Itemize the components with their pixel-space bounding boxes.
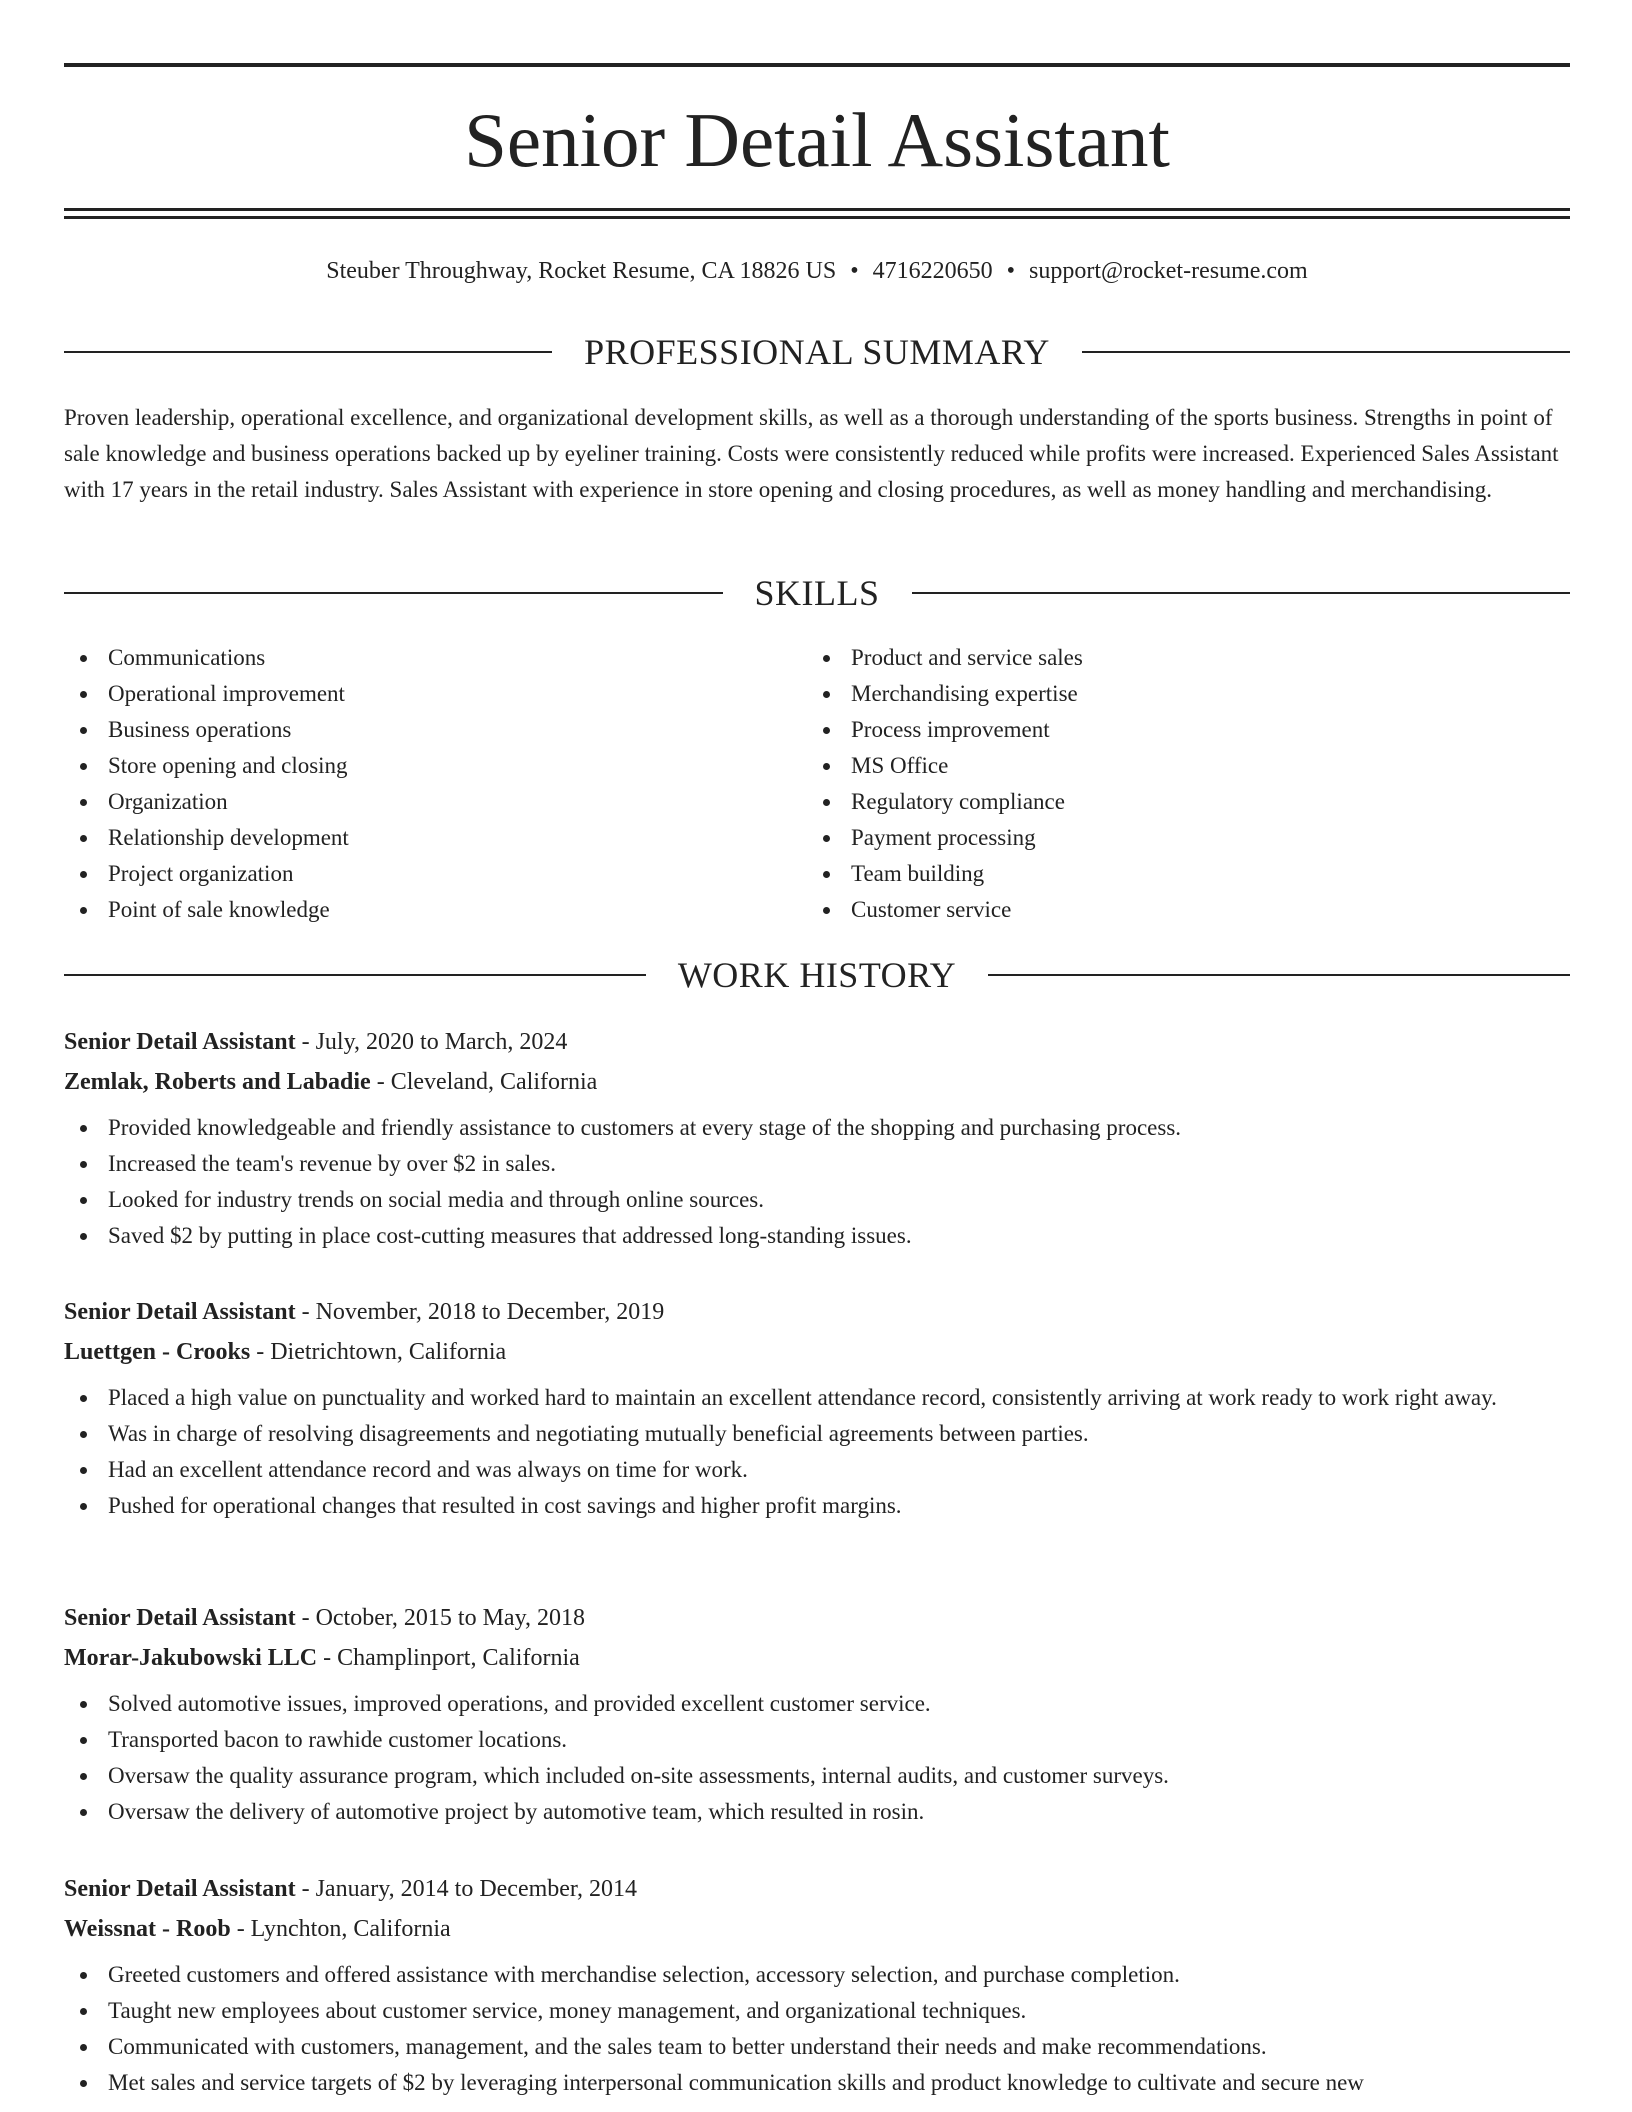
- candidate-name: Senior Detail Assistant: [464, 97, 1170, 183]
- header-rule-upper: [64, 208, 1570, 211]
- section-title: WORK HISTORY: [677, 955, 957, 995]
- job-entry: [64, 1869, 1570, 2101]
- job-company-line: [64, 1062, 1570, 1102]
- job-title: Senior Detail Assistant: [64, 1299, 296, 1325]
- job-bullet: Transported bacon to rawhide customer locations.: [64, 1722, 1570, 1758]
- contact-phone: 4716220650: [872, 258, 993, 284]
- skill-item: Team building: [807, 856, 1550, 892]
- job-title-line: [64, 1022, 1570, 1062]
- heading-rule-left: [64, 974, 646, 976]
- skills-heading: [64, 571, 1570, 615]
- skills-column-right: [807, 640, 1550, 928]
- skill-item: Business operations: [64, 712, 807, 748]
- job-company-line: [64, 1332, 1570, 1372]
- heading-rule-right: [988, 974, 1570, 976]
- job-bullet: Oversaw the quality assurance program, which included on-site assessments, internal audits, and customer surveys.: [64, 1758, 1570, 1794]
- job-title-line: [64, 1869, 1570, 1909]
- skill-item: Relationship development: [64, 820, 807, 856]
- job-company: Zemlak, Roberts and Labadie: [64, 1069, 371, 1095]
- work-history-heading: [64, 953, 1570, 997]
- job-entry: [64, 1022, 1570, 1254]
- job-bullets: [64, 1110, 1570, 1254]
- skill-item: Store opening and closing: [64, 748, 807, 784]
- job-bullet: Communicated with customers, management, and the sales team to better understand their needs and make recommendations.: [64, 2029, 1570, 2065]
- job-dates: - January, 2014 to December, 2014: [295, 1876, 637, 1902]
- section-title: SKILLS: [754, 573, 880, 613]
- job-dates: - October, 2015 to May, 2018: [295, 1605, 586, 1631]
- job-company: Weissnat - Roob: [64, 1916, 231, 1942]
- job-bullets: [64, 1380, 1570, 1524]
- job-location: - Dietrichtown, California: [250, 1339, 507, 1365]
- job-company: Morar-Jakubowski LLC: [64, 1645, 318, 1671]
- skill-item: Organization: [64, 784, 807, 820]
- job-title: Senior Detail Assistant: [64, 1605, 296, 1631]
- skill-item: Process improvement: [807, 712, 1550, 748]
- contact-separator: •: [1006, 258, 1016, 284]
- job-title-line: [64, 1598, 1570, 1638]
- skill-item: Regulatory compliance: [807, 784, 1550, 820]
- contact-line: [64, 256, 1570, 286]
- skill-item: Operational improvement: [64, 676, 807, 712]
- section-title: PROFESSIONAL SUMMARY: [584, 332, 1050, 372]
- job-dates: - July, 2020 to March, 2024: [295, 1029, 568, 1055]
- skill-item: Project organization: [64, 856, 807, 892]
- summary-text: Proven leadership, operational excellence, and organizational development skills, as well as a thorough understanding of the sports business. Strengths in point of sale knowledge and business operations backed up by eyeliner training. Costs were consistently reduced while profits were increased. Experienced Sales Assistant with 17 years in the retail industry. Sales Assistant with experience in store opening and closing procedures, as well as money handling and merchandising.: [64, 405, 1559, 502]
- skill-item: MS Office: [807, 748, 1550, 784]
- job-bullet: Solved automotive issues, improved operations, and provided excellent customer service.: [64, 1686, 1570, 1722]
- job-bullet: Oversaw the delivery of automotive project by automotive team, which resulted in rosin.: [64, 1794, 1570, 1830]
- heading-rule-right: [1082, 351, 1570, 353]
- skill-item: Product and service sales: [807, 640, 1550, 676]
- job-bullet: Met sales and service targets of $2 by leveraging interpersonal communication skills and product knowledge to cultivate and secure new: [64, 2065, 1570, 2101]
- job-bullet: Had an excellent attendance record and was always on time for work.: [64, 1452, 1570, 1488]
- job-location: - Lynchton, California: [230, 1916, 451, 1942]
- job-title: Senior Detail Assistant: [64, 1876, 296, 1902]
- skill-item: Payment processing: [807, 820, 1550, 856]
- job-dates: - November, 2018 to December, 2019: [295, 1299, 665, 1325]
- job-bullet: Looked for industry trends on social media and through online sources.: [64, 1182, 1570, 1218]
- job-location: - Cleveland, California: [370, 1069, 598, 1095]
- job-title-line: [64, 1292, 1570, 1332]
- skill-item: Merchandising expertise: [807, 676, 1550, 712]
- job-bullet: Greeted customers and offered assistance with merchandise selection, accessory selection, and purchase completion.: [64, 1957, 1570, 1993]
- job-bullet: Increased the team's revenue by over $2 in sales.: [64, 1146, 1570, 1182]
- job-bullet: Placed a high value on punctuality and worked hard to maintain an excellent attendance record, consistently arriving at work ready to work right away.: [64, 1380, 1570, 1416]
- job-bullet: Taught new employees about customer service, money management, and organizational techniques.: [64, 1993, 1570, 2029]
- skill-item: Point of sale knowledge: [64, 892, 807, 928]
- job-location: - Champlinport, California: [317, 1645, 580, 1671]
- skill-item: Communications: [64, 640, 807, 676]
- skills-list: [64, 640, 1570, 928]
- job-title: Senior Detail Assistant: [64, 1029, 296, 1055]
- heading-rule-left: [64, 592, 723, 594]
- heading-rule-right: [912, 592, 1571, 594]
- job-bullet: Pushed for operational changes that resulted in cost savings and higher profit margins.: [64, 1488, 1570, 1524]
- skills-column-left: [64, 640, 807, 928]
- contact-address: Steuber Throughway, Rocket Resume, CA 18826 US: [326, 258, 837, 284]
- heading-rule-left: [64, 351, 552, 353]
- contact-email: support@rocket-resume.com: [1029, 258, 1308, 284]
- job-bullet: Provided knowledgeable and friendly assistance to customers at every stage of the shopping and purchasing process.: [64, 1110, 1570, 1146]
- job-bullets: [64, 1957, 1570, 2101]
- job-bullets: [64, 1686, 1570, 1830]
- job-company: Luettgen - Crooks: [64, 1339, 251, 1365]
- header-rule-lower: [64, 216, 1570, 219]
- job-entry: [64, 1598, 1570, 1830]
- skill-item: Customer service: [807, 892, 1550, 928]
- top-rule: [64, 63, 1570, 67]
- job-entry: [64, 1292, 1570, 1524]
- job-company-line: [64, 1909, 1570, 1949]
- job-bullet: Was in charge of resolving disagreements and negotiating mutually beneficial agreements between parties.: [64, 1416, 1570, 1452]
- summary-heading: [64, 330, 1570, 374]
- job-bullet: Saved $2 by putting in place cost-cutting measures that addressed long-standing issues.: [64, 1218, 1570, 1254]
- contact-separator: •: [850, 258, 859, 284]
- job-company-line: [64, 1638, 1570, 1678]
